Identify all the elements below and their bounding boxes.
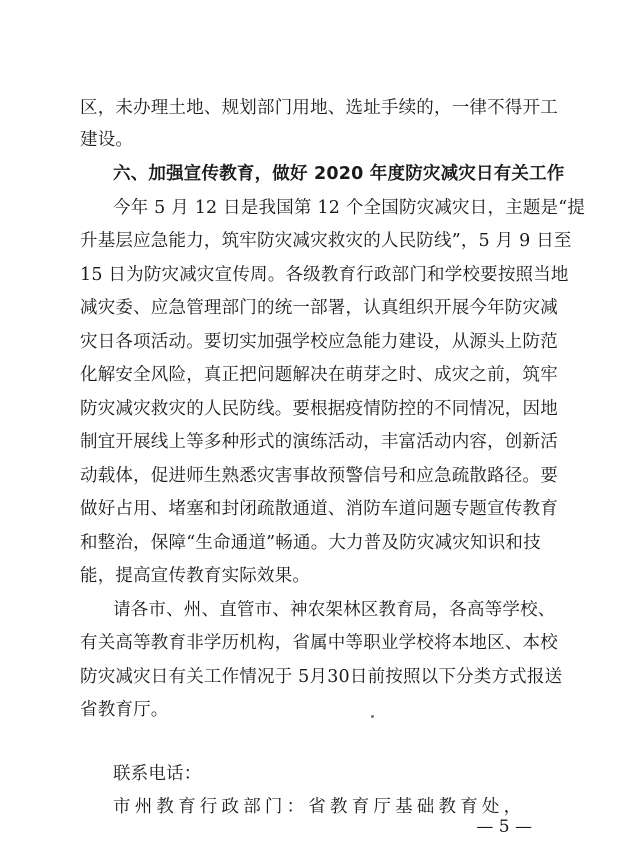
body-line-6: 减灾委、应急管理部门的统一部署，认真组织开展今年防灾减: [80, 298, 558, 318]
body-line-2: 建设。: [80, 130, 134, 150]
body-line-11: 动载体，促进师生熟悉灾害事故预警信号和应急疏散路径。要: [80, 466, 558, 486]
body-line-9: 防灾减灾救灾的人民防线。要根据疫情防控的不同情况，因地: [80, 399, 558, 419]
body-line-14: 能，提高宣传教育实际效果。: [80, 566, 311, 586]
body-line-4: 升基层应急能力，筑牢防灾减灾救灾的人民防线”，5 月 9 日至: [80, 231, 572, 251]
body-line-16: 有关高等教育非学历机构，省属中等职业学校将本地区、本校: [80, 633, 558, 653]
body-line-13: 和整治，保障“生命通道”畅通。大力普及防灾减灾知识和技: [80, 533, 541, 553]
body-line-1: 区，未办理土地、规划部门用地、选址手续的，一律不得开工: [80, 98, 558, 118]
body-line-8: 化解安全风险，真正把问题解决在萌芽之时、成灾之前，筑牢: [80, 365, 558, 385]
body-line-3: 今年 5 月 12 日是我国第 12 个全国防灾减灾日，主题是“提: [113, 198, 586, 218]
scan-speck: [371, 715, 374, 718]
body-line-5: 15 日为防灾减灾宣传周。各级教育行政部门和学校要按照当地: [80, 265, 569, 285]
contact-label: 联系电话：: [113, 764, 202, 784]
body-line-15: 请各市、州、直管市、神农架林区教育局，各高等学校、: [113, 600, 556, 620]
contact-line: 市州教育行政部门：省教育厅基础教育处，: [113, 797, 526, 817]
section-heading: 六、加强宣传教育，做好 2020 年度防灾减灾日有关工作: [113, 164, 565, 184]
body-line-12: 做好占用、堵塞和封闭疏散通道、消防车道问题专题宣传教育: [80, 499, 558, 519]
body-line-17: 防灾减灾日有关工作情况于 5月30日前按照以下分类方式报送: [80, 667, 563, 687]
body-line-18: 省教育厅。: [80, 700, 169, 720]
page-number: — 5 —: [476, 817, 532, 837]
body-line-10: 制宜开展线上等多种形式的演练活动，丰富活动内容，创新活: [80, 432, 558, 452]
body-line-7: 灾日各项活动。要切实加强学校应急能力建设，从源头上防范: [80, 332, 558, 352]
